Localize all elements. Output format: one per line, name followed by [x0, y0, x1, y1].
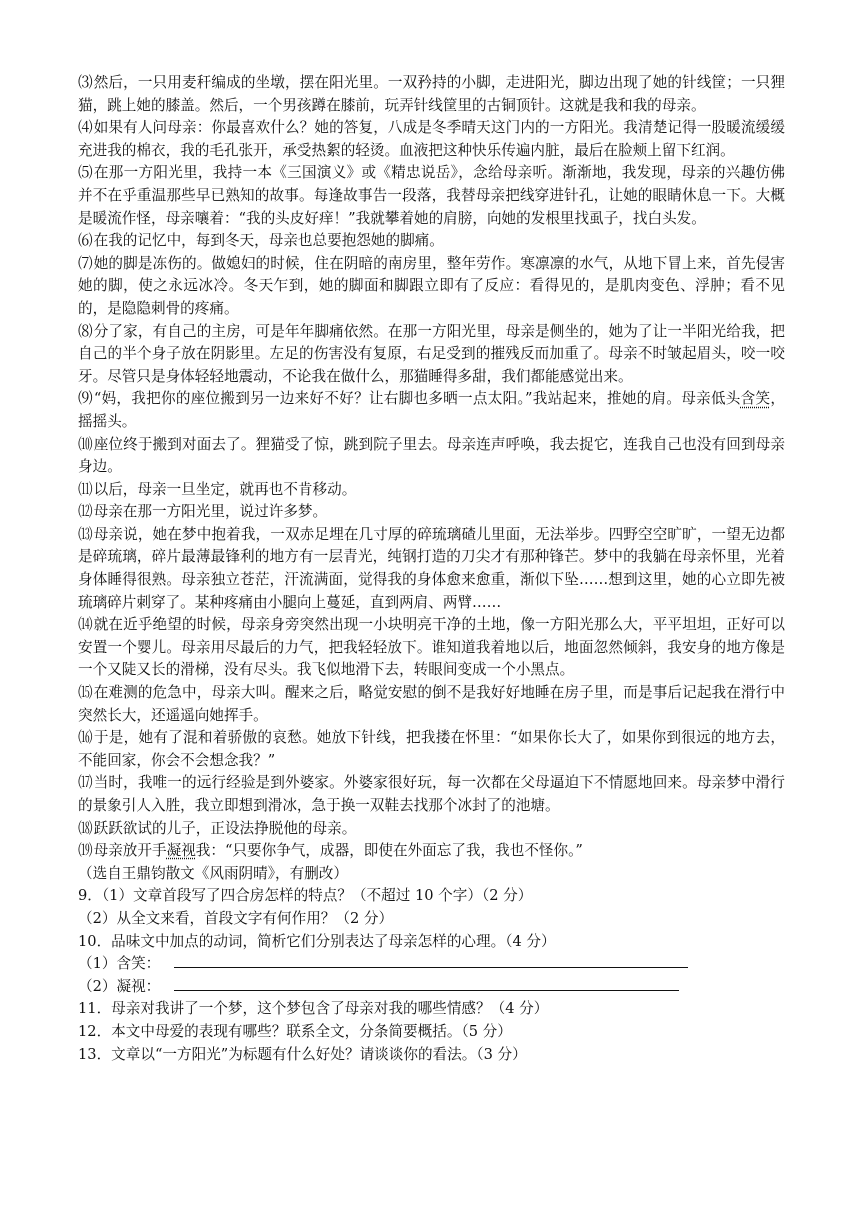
paragraph-text: 如果有人问母亲：你最喜欢什么？她的答复，八成是冬季晴天这门内的一方阳光。我清楚记得一股暖流缓缓充进我的棉衣，我的毛孔张开，承受热絮的轻烫。血液把这种快乐传遍内脏，最后在脸颊上留下红润。 [78, 119, 785, 159]
paragraph-number: ⒆ [78, 842, 93, 860]
paragraph-text: “妈，我把你的座位搬到另一边来好不好？让右脚也多晒一点太阳。”我站起来，推她的肩。母亲低头 [93, 390, 741, 408]
paragraph-14 [78, 614, 785, 682]
paragraph-15 [78, 682, 785, 727]
paragraph-number: ⒃ [78, 729, 93, 747]
question-11: 11．母亲对我讲了一个梦，这个梦包含了母亲对我的哪些情感？（4 分） [78, 1000, 549, 1018]
answer-blank-line[interactable] [174, 976, 679, 991]
paragraph-text-after: ，摇摇头。 [78, 390, 785, 430]
paragraph-text: 跃跃欲试的儿子，正设法挣脱他的母亲。 [93, 819, 357, 837]
paragraph-text: 于是，她有了混和着骄傲的哀愁。她放下针线，把我搂在怀里：“如果你长大了，如果你到很远的地方去，不能回家，你会不会想念我？” [78, 729, 785, 769]
question-label: （1）含笑： [78, 955, 161, 973]
paragraph-number: ⑹ [78, 232, 93, 250]
paragraph-3 [78, 72, 785, 117]
question-13: 13．文章以“一方阳光”为标题有什么好处？请谈谈你的看法。（3 分） [78, 1045, 527, 1063]
question-10-1 [78, 953, 785, 976]
paragraph-number: ⒂ [78, 684, 93, 702]
question-9-1: 9．（1）文章首段写了四合房怎样的特点？（不超过 10 个字）（2 分） [78, 887, 533, 905]
paragraph-text: 分了家，有自己的主房，可是年年脚痛依然。在那一方阳光里，母亲是侧坐的，她为了让一半阳光给我，把自己的半个身子放在阴影里。左足的伤害没有复原，右足受到的摧残反而加重了。母亲不时皱起眉头，咬一咬牙。尽管只是身体轻轻地震动，不论我在做什么，那猫睡得多甜，我们都能感觉出来。 [78, 322, 785, 385]
paragraph-number: ⑿ [78, 503, 93, 521]
question-12: 12．本文中母爱的表现有哪些？联系全文，分条简要概括。（5 分） [78, 1022, 512, 1040]
paragraph-text: 就在近乎绝望的时候，母亲身旁突然出现一小块明亮干净的土地，像一方阳光那么大，平平坦坦，正好可以安置一个婴儿。母亲用尽最后的力气，把我轻轻放下。谁知道我着地以后，地面忽然倾斜，我安身的地方像是一个又陡又长的滑梯，没有尽头。我飞似地滑下去，转眼间变成一个小黑点。 [78, 616, 785, 679]
paragraph-number: ⑸ [78, 164, 93, 182]
marked-verb-ningshi: 凝视 [166, 842, 196, 860]
paragraph-number: ⑺ [78, 254, 93, 272]
paragraph-number: ⑾ [78, 480, 93, 498]
paragraph-number: ⑼ [78, 390, 93, 408]
paragraph-number: ⑻ [78, 322, 93, 340]
paragraph-number: ⑽ [78, 435, 93, 453]
paragraph-number: ⑶ [78, 74, 93, 91]
answer-blank-line[interactable] [174, 953, 688, 968]
paragraph-number: ⒄ [78, 774, 93, 792]
paragraph-7 [78, 253, 785, 321]
paragraph-number: ⒁ [78, 616, 93, 634]
paragraph-number: ⒀ [78, 525, 93, 543]
question-10: 10．品味文中加点的动词，简析它们分别表达了母亲怎样的心理。（4 分） [78, 932, 556, 950]
paragraph-text-after: 我：“只要你争气，成器，即使在外面忘了我，我也不怪你。” [195, 842, 583, 860]
paragraph-text: 母亲说，她在梦中抱着我，一双赤足埋在几寸厚的碎琉璃碴儿里面，无法举步。四野空空旷旷，一望无边都是碎琉璃，碎片最薄最锋利的地方有一层青光，纯钢打造的刀尖才有那种锋芒。梦中的我躺在母亲怀里，光着身体睡得很熟。母亲独立苍茫，汗流满面，觉得我的身体愈来愈重，渐似下坠……想到这里，她的心立即先被琉璃碎片刺穿了。某种疼痛由小腿向上蔓延，直到两肩、两臂…… [78, 525, 785, 611]
paragraph-4 [78, 117, 785, 162]
paragraph-text: 在那一方阳光里，我持一本《三国演义》或《精忠说岳》，念给母亲听。渐渐地，我发现，母亲的兴趣仿佛并不在乎重温那些早已熟知的故事。每逢故事告一段落，我替母亲把线穿进针孔，让她的眼睛休息一下。大概是暖流作怪，母亲嚷着：“我的头皮好痒！”我就攀着她的肩膀，向她的发根里找虱子，找白头发。 [78, 164, 785, 227]
paragraph-13 [78, 524, 785, 614]
paragraph-9 [78, 388, 785, 433]
paragraph-16 [78, 727, 785, 772]
question-10-2 [78, 976, 785, 999]
paragraph-text: 然后，一只用麦秆编成的坐墩，摆在阳光里。一双矜持的小脚，走进阳光，脚边出现了她的针线筐；一只狸猫，跳上她的膝盖。然后，一个男孩蹲在膝前，玩弄针线筐里的古铜顶针。这就是我和我的母亲。 [78, 74, 785, 114]
paragraph-5 [78, 162, 785, 230]
paragraph-10 [78, 434, 785, 479]
paragraph-text: 她的脚是冻伤的。做媳妇的时候，住在阴暗的南房里，整年劳作。寒凛凛的水气，从地下冒上来，首先侵害她的脚，使之永远冰冷。冬天乍到，她的脚面和脚跟立即有了反应：看得见的，是肌肉变色、浮肿；看不见的，是隐隐刺骨的疼痛。 [78, 254, 785, 317]
paragraph-text: 母亲放开手 [93, 842, 167, 860]
paragraph-18 [78, 818, 785, 841]
paragraph-text: 座位终于搬到对面去了。狸猫受了惊，跳到院子里去。母亲连声呼唤，我去捉它，连我自己也没有回到母亲身边。 [78, 435, 785, 476]
paragraph-text: 母亲在那一方阳光里，说过许多梦。 [93, 503, 328, 521]
paragraph-text: 当时，我唯一的远行经验是到外婆家。外婆家很好玩，每一次都在父母逼迫下不情愿地回来。母亲梦中滑行的景象引人入胜，我立即想到滑冰，急于换一双鞋去找那个冰封了的池塘。 [78, 774, 785, 814]
paragraph-number: ⑷ [78, 119, 93, 137]
paragraph-6 [78, 230, 785, 253]
source-citation: （选自王鼎钧散文《风雨阴晴》，有删改） [78, 864, 348, 882]
paragraph-text: 在我的记忆中，每到冬天，母亲也总要抱怨她的脚痛。 [93, 232, 444, 250]
marked-verb-hanxiao: 含笑 [740, 390, 771, 408]
question-9-2: （2）从全文来看，首段文字有何作用？（2 分） [78, 909, 394, 927]
paragraph-text: 在难测的危急中，母亲大叫。醒来之后，略觉安慰的倒不是我好好地睡在房子里，而是事后记起我在滑行中突然长大，还遥遥向她挥手。 [78, 684, 785, 724]
paragraph-text: 以后，母亲一旦坐定，就再也不肯移动。 [93, 480, 357, 498]
paragraph-12 [78, 501, 785, 524]
paragraph-17 [78, 772, 785, 817]
paragraph-11 [78, 479, 785, 502]
paragraph-19 [78, 840, 785, 863]
paragraph-8 [78, 321, 785, 389]
question-label: （2）凝视： [78, 977, 161, 995]
reading-passage [78, 72, 785, 1066]
paragraph-number: ⒅ [78, 819, 93, 837]
